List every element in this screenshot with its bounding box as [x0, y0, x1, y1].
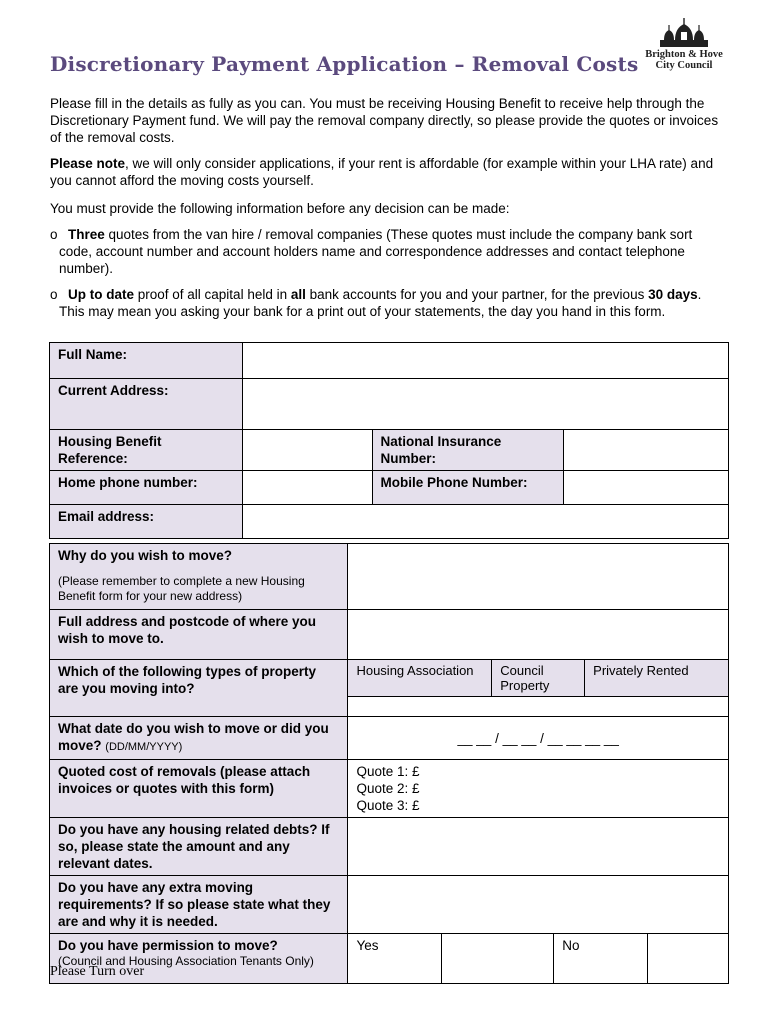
- bullet-marker: o: [50, 287, 58, 302]
- logo-text-line2: City Council: [655, 60, 713, 71]
- option-council-property[interactable]: Council Property: [492, 660, 585, 697]
- quote-2: Quote 2: £: [356, 781, 420, 796]
- quote-1: Quote 1: £: [356, 764, 420, 779]
- intro-paragraph: Please fill in the details as fully as you can. You must be receiving Housing Benefit to receive help through the Discretionary Payment fund. We will pay the removal company directly, so please provide the quotes or invoices of the removal costs.: [50, 96, 719, 145]
- why-move-note: (Please remember to complete a new Housing Benefit form for your new address): [58, 574, 305, 603]
- full-address-field[interactable]: [348, 610, 729, 660]
- page-title: Discretionary Payment Application – Removal Costs: [50, 52, 639, 76]
- permission-yes-label: Yes: [348, 934, 442, 984]
- quote-3: Quote 3: £: [356, 798, 420, 813]
- bullet-quotes-text: quotes from the van hire / removal companies (These quotes must include the company bank sort code, account number and account holders name and correspondence addresses and contact telephone number).: [59, 227, 693, 276]
- bullet-capital-text3: . This may mean you asking your bank for a print out of your statements, the day you hand in this form.: [59, 287, 702, 319]
- mobile-phone-label: Mobile Phone Number:: [372, 471, 564, 505]
- full-name-field[interactable]: [242, 343, 728, 379]
- please-note-text: , we will only consider applications, if your rent is affordable (for example within your LHA rate) and you cannot afford the moving costs yourself.: [50, 156, 714, 188]
- ni-number-label: National Insurance Number:: [372, 430, 564, 471]
- extra-requirements-field[interactable]: [348, 876, 729, 934]
- logo-text-line1: Brighton & Hove: [645, 49, 723, 60]
- pavilion-domes-icon: [658, 18, 710, 48]
- council-logo: [636, 18, 732, 78]
- property-type-spacer: [348, 697, 729, 717]
- extra-requirements-label: Do you have any extra moving requirements? If so please state what they are and why it is needed.: [50, 876, 348, 934]
- home-phone-field[interactable]: [242, 471, 372, 505]
- why-move-field[interactable]: [348, 544, 729, 610]
- bullet-quotes-bold: Three: [68, 227, 105, 242]
- email-label: Email address:: [50, 505, 243, 539]
- hb-reference-field[interactable]: [242, 430, 372, 471]
- ni-number-field[interactable]: [564, 430, 729, 471]
- permission-note: (Council and Housing Association Tenants Only): [58, 954, 314, 968]
- why-move-label: [50, 544, 348, 610]
- please-note-paragraph: [50, 155, 720, 189]
- move-date-field[interactable]: __ __ / __ __ / __ __ __ __: [348, 717, 729, 760]
- full-name-label: Full Name:: [50, 343, 243, 379]
- permission-question: Do you have permission to move?: [58, 938, 278, 953]
- move-date-question: What date do you wish to move or did you move?: [58, 721, 329, 753]
- personal-details-table: [49, 342, 729, 539]
- move-date-label: [50, 717, 348, 760]
- housing-debts-label: Do you have any housing related debts? If so, please state the amount and any relevant dates.: [50, 818, 348, 876]
- hb-reference-label: Housing Benefit Reference:: [50, 430, 243, 471]
- email-field[interactable]: [242, 505, 728, 539]
- option-housing-association[interactable]: Housing Association: [348, 660, 492, 697]
- property-type-label: Which of the following types of property are you moving into?: [50, 660, 348, 717]
- move-date-format: (DD/MM/YYYY): [105, 741, 183, 753]
- option-privately-rented[interactable]: Privately Rented: [585, 660, 729, 697]
- bullet-capital-text2: bank accounts for you and your partner, for the previous: [305, 287, 649, 302]
- bullet-capital-bold: Up to date: [68, 287, 134, 302]
- requirements-intro: You must provide the following information before any decision can be made:: [50, 201, 510, 216]
- current-address-field[interactable]: [242, 379, 728, 430]
- housing-debts-field[interactable]: [348, 818, 729, 876]
- full-address-label: Full address and postcode of where you wish to move to.: [50, 610, 348, 660]
- bullet-capital-text: proof of all capital held in: [134, 287, 291, 302]
- quoted-cost-field[interactable]: [348, 760, 729, 818]
- permission-no-box[interactable]: [648, 934, 729, 984]
- mobile-phone-field[interactable]: [564, 471, 729, 505]
- current-address-label: Current Address:: [50, 379, 243, 430]
- permission-no-label: No: [554, 934, 648, 984]
- page-footer: Please Turn over: [50, 964, 145, 979]
- bullet-quotes: [50, 226, 720, 277]
- quoted-cost-label: Quoted cost of removals (please attach invoices or quotes with this form): [50, 760, 348, 818]
- please-note-label: Please note: [50, 156, 126, 171]
- permission-yes-box[interactable]: [442, 934, 554, 984]
- bullet-marker: o: [50, 227, 58, 242]
- why-move-question: Why do you wish to move?: [58, 548, 233, 563]
- bullet-capital: [50, 286, 720, 320]
- bullet-capital-bold-all: all: [290, 287, 306, 302]
- move-details-table: [49, 543, 729, 984]
- home-phone-label: Home phone number:: [50, 471, 243, 505]
- bullet-capital-bold-days: 30 days: [648, 287, 698, 302]
